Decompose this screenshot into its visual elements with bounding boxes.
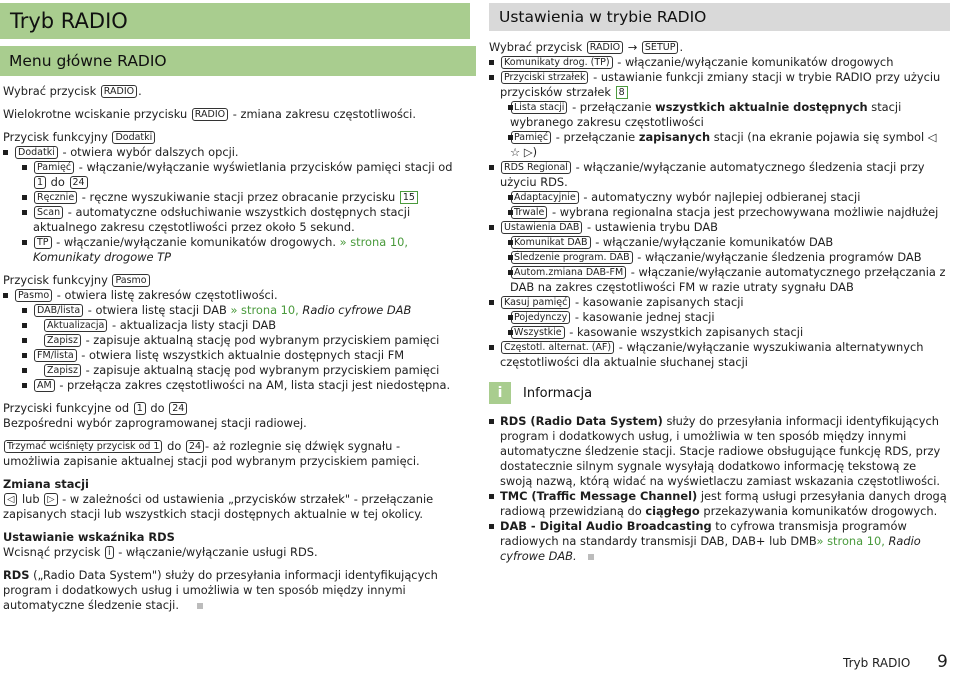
list-item: Śledzenie program. DAB - włączanie/wyłączanie śledzenia programów DAB bbox=[489, 250, 949, 265]
arrow-right-icon: → bbox=[627, 40, 638, 54]
page-number: 9 bbox=[937, 652, 948, 672]
list-item: Autom.zmiana DAB-FM - włączanie/wyłączanie automatycznego przełączania z DAB na zakres częstotliwości FM w razie utraty sygnału DAB bbox=[489, 265, 949, 295]
left-column bbox=[3, 46, 456, 613]
radio-key: RADIO bbox=[101, 85, 137, 98]
page-title: Tryb RADIO bbox=[0, 3, 470, 39]
list-item: Ustawienia DAB - ustawienia trybu DAB bbox=[489, 220, 949, 235]
right-column bbox=[489, 40, 949, 564]
page-reference-link[interactable]: » strona 10, bbox=[816, 534, 885, 548]
page-reference-link[interactable]: » strona 10, bbox=[339, 235, 408, 249]
list-item: Dodatki - otwiera wybór dalszych opcji. bbox=[3, 145, 456, 160]
change-station-desc: ◁ lub ▷ - w zależności od ustawienia „przycisków strzałek" - przełączanie zapisanych stacji lub wszystkich stacji dostępnych aktualnie w tej okolicy. bbox=[3, 492, 434, 521]
info-header bbox=[489, 382, 949, 404]
page-reference-link[interactable]: » strona 10, bbox=[230, 303, 299, 317]
list-item: Kasuj pamięć - kasowanie zapisanych stacji bbox=[489, 295, 949, 310]
right-section-title: Ustawienia w trybie RADIO bbox=[489, 3, 950, 31]
memory-buttons-heading: Przyciski funkcyjne od 1 do 24 bbox=[3, 401, 456, 416]
change-station-heading: Zmiana stacji bbox=[3, 477, 89, 491]
list-item: Komunikat DAB - włączanie/wyłączanie komunikatów DAB bbox=[489, 235, 949, 250]
select-radio-line: Wybrać przycisk RADIO . bbox=[3, 84, 142, 98]
dodatki-key: Dodatki bbox=[112, 131, 155, 144]
hold-desc: Trzymać wciśnięty przycisk od 1 do 24 - aż rozlegnie się dźwięk sygnału - umożliwia zapisanie aktualnej stacji pod wybranym przyciskiem pamięci. bbox=[3, 439, 420, 468]
rds-paragraph: RDS („Radio Data System") służy do przesyłania informacji identyfikujących program i dodatkowych usług i umożliwia w ten sposób między innymi automatyczne śledzenie stacji. bbox=[3, 568, 438, 612]
info-item: DAB - Digital Audio Broadcasting to cyfrowa transmisja programów radiowych na standardy transmisji DAB, DAB+ lub DMB» strona 10, Radio cyfrowe DAB. bbox=[489, 519, 949, 564]
list-item: Trwale - wybrana regionalna stacja jest przechowywana możliwie najdłużej bbox=[489, 205, 949, 220]
ref-marker: 8 bbox=[616, 86, 628, 99]
list-item: Adaptacyjnie - automatyczny wybór najlepiej odbieranej stacji bbox=[489, 190, 949, 205]
list-item: Pamięć - przełączanie zapisanych stacji (na ekranie pojawia się symbol ◁ ☆ ▷) bbox=[489, 130, 949, 160]
info-item: TMC (Traffic Message Channel) jest formą usługi przesyłania danych drogą radiową przewidzianą do ciągłego przekazywania komunikatów drogowych. bbox=[489, 489, 949, 519]
list-item: Lista stacji - przełączanie wszystkich aktualnie dostępnych stacji wybranego zakresu częstotliwości bbox=[489, 100, 949, 130]
list-item: Przyciski strzałek - ustawianie funkcji zmiany stacji w trybie RADIO przy użyciu przycisków strzałek 8 bbox=[489, 70, 949, 100]
list-item: Pasmo - otwiera listę zakresów częstotliwości. bbox=[3, 288, 456, 303]
dodatki-heading: Przycisk funkcyjny Dodatki bbox=[3, 130, 456, 145]
list-item: Zapisz - zapisuje aktualną stację pod wybranym przyciskiem pamięci bbox=[3, 333, 456, 348]
footer-label: Tryb RADIO bbox=[843, 656, 911, 670]
star-icon: ◁ ☆ ▷) bbox=[510, 130, 937, 159]
list-item: Pojedynczy - kasowanie jednej stacji bbox=[489, 310, 949, 325]
pasmo-heading: Przycisk funkcyjny Pasmo bbox=[3, 273, 456, 288]
list-item: Częstotl. alternat. (AF) - włączanie/wyłączanie wyszukiwania alternatywnych częstotliwości dla aktualnie słuchanej stacji bbox=[489, 340, 949, 370]
end-marker bbox=[197, 603, 203, 609]
list-item: Scan - automatyczne odsłuchiwanie wszystkich dostępnych stacji aktualnego zakresu częstotliwości przez około 5 sekund. bbox=[3, 205, 456, 235]
list-item: Zapisz - zapisuje aktualną stację pod wybranym przyciskiem pamięci bbox=[3, 363, 456, 378]
ref-marker: 15 bbox=[400, 191, 418, 204]
info-key-icon: i bbox=[105, 546, 114, 559]
list-item: TP - włączanie/wyłączanie komunikatów drogowych. » strona 10, Komunikaty drogowe TP bbox=[3, 235, 456, 265]
info-item: RDS (Radio Data System) służy do przesyłania informacji identyfikujących program i dodatkowych usług, i umożliwia w ten sposób między innymi automatyczne śledzenie stacji. Stacje radiowe obsługujące funkcję RDS, przy dostatecznie silnym sygnale wysyłają dodatkowo informację tekstową ze swoją nazwą, którą widać na wyświetlaczu zamiast wskazania częstotliwości. bbox=[489, 414, 949, 489]
radio-key: RADIO bbox=[192, 108, 228, 121]
list-item: RDS Regional - włączanie/wyłączanie automatycznego śledzenia stacji przy użyciu RDS. bbox=[489, 160, 949, 190]
list-item: Ręcznie - ręczne wyszukiwanie stacji przez obracanie przycisku 15 bbox=[3, 190, 456, 205]
info-title: Informacja bbox=[523, 385, 593, 401]
pasmo-key: Pasmo bbox=[112, 274, 149, 287]
rds-indicator-desc: Wcisnąć przycisk i - włączanie/wyłączanie usługi RDS. bbox=[3, 545, 318, 559]
menu-section-title: Menu główne RADIO bbox=[0, 46, 476, 76]
list-item: FM/lista - otwiera listę wszystkich aktualnie dostępnych stacji FM bbox=[3, 348, 456, 363]
select-setup-line: Wybrać przycisk RADIO → SETUP . bbox=[489, 40, 684, 54]
list-item: Pamięć - włączanie/wyłączanie wyświetlania przycisków pamięci stacji od 1 do 24 bbox=[3, 160, 456, 190]
list-item: Komunikaty drog. (TP) - włączanie/wyłączanie komunikatów drogowych bbox=[489, 55, 949, 70]
memory-buttons-desc: Bezpośredni wybór zaprogramowanej stacji radiowej. bbox=[3, 416, 307, 430]
rds-indicator-heading: Ustawianie wskaźnika RDS bbox=[3, 530, 175, 544]
info-icon: i bbox=[489, 382, 511, 404]
end-marker bbox=[588, 554, 594, 560]
repeat-press-line: Wielokrotne wciskanie przycisku RADIO - zmiana zakresu częstotliwości. bbox=[3, 107, 416, 121]
list-item: AM - przełącza zakres częstotliwości na AM, lista stacji jest niedostępna. bbox=[3, 378, 456, 393]
list-item: Wszystkie - kasowanie wszystkich zapisanych stacji bbox=[489, 325, 949, 340]
list-item: Aktualizacja - aktualizacja listy stacji DAB bbox=[3, 318, 456, 333]
arrow-right-icon: ▷ bbox=[44, 493, 57, 506]
arrow-left-icon: ◁ bbox=[4, 493, 17, 506]
list-item: DAB/lista - otwiera listę stacji DAB » strona 10, Radio cyfrowe DAB bbox=[3, 303, 456, 318]
